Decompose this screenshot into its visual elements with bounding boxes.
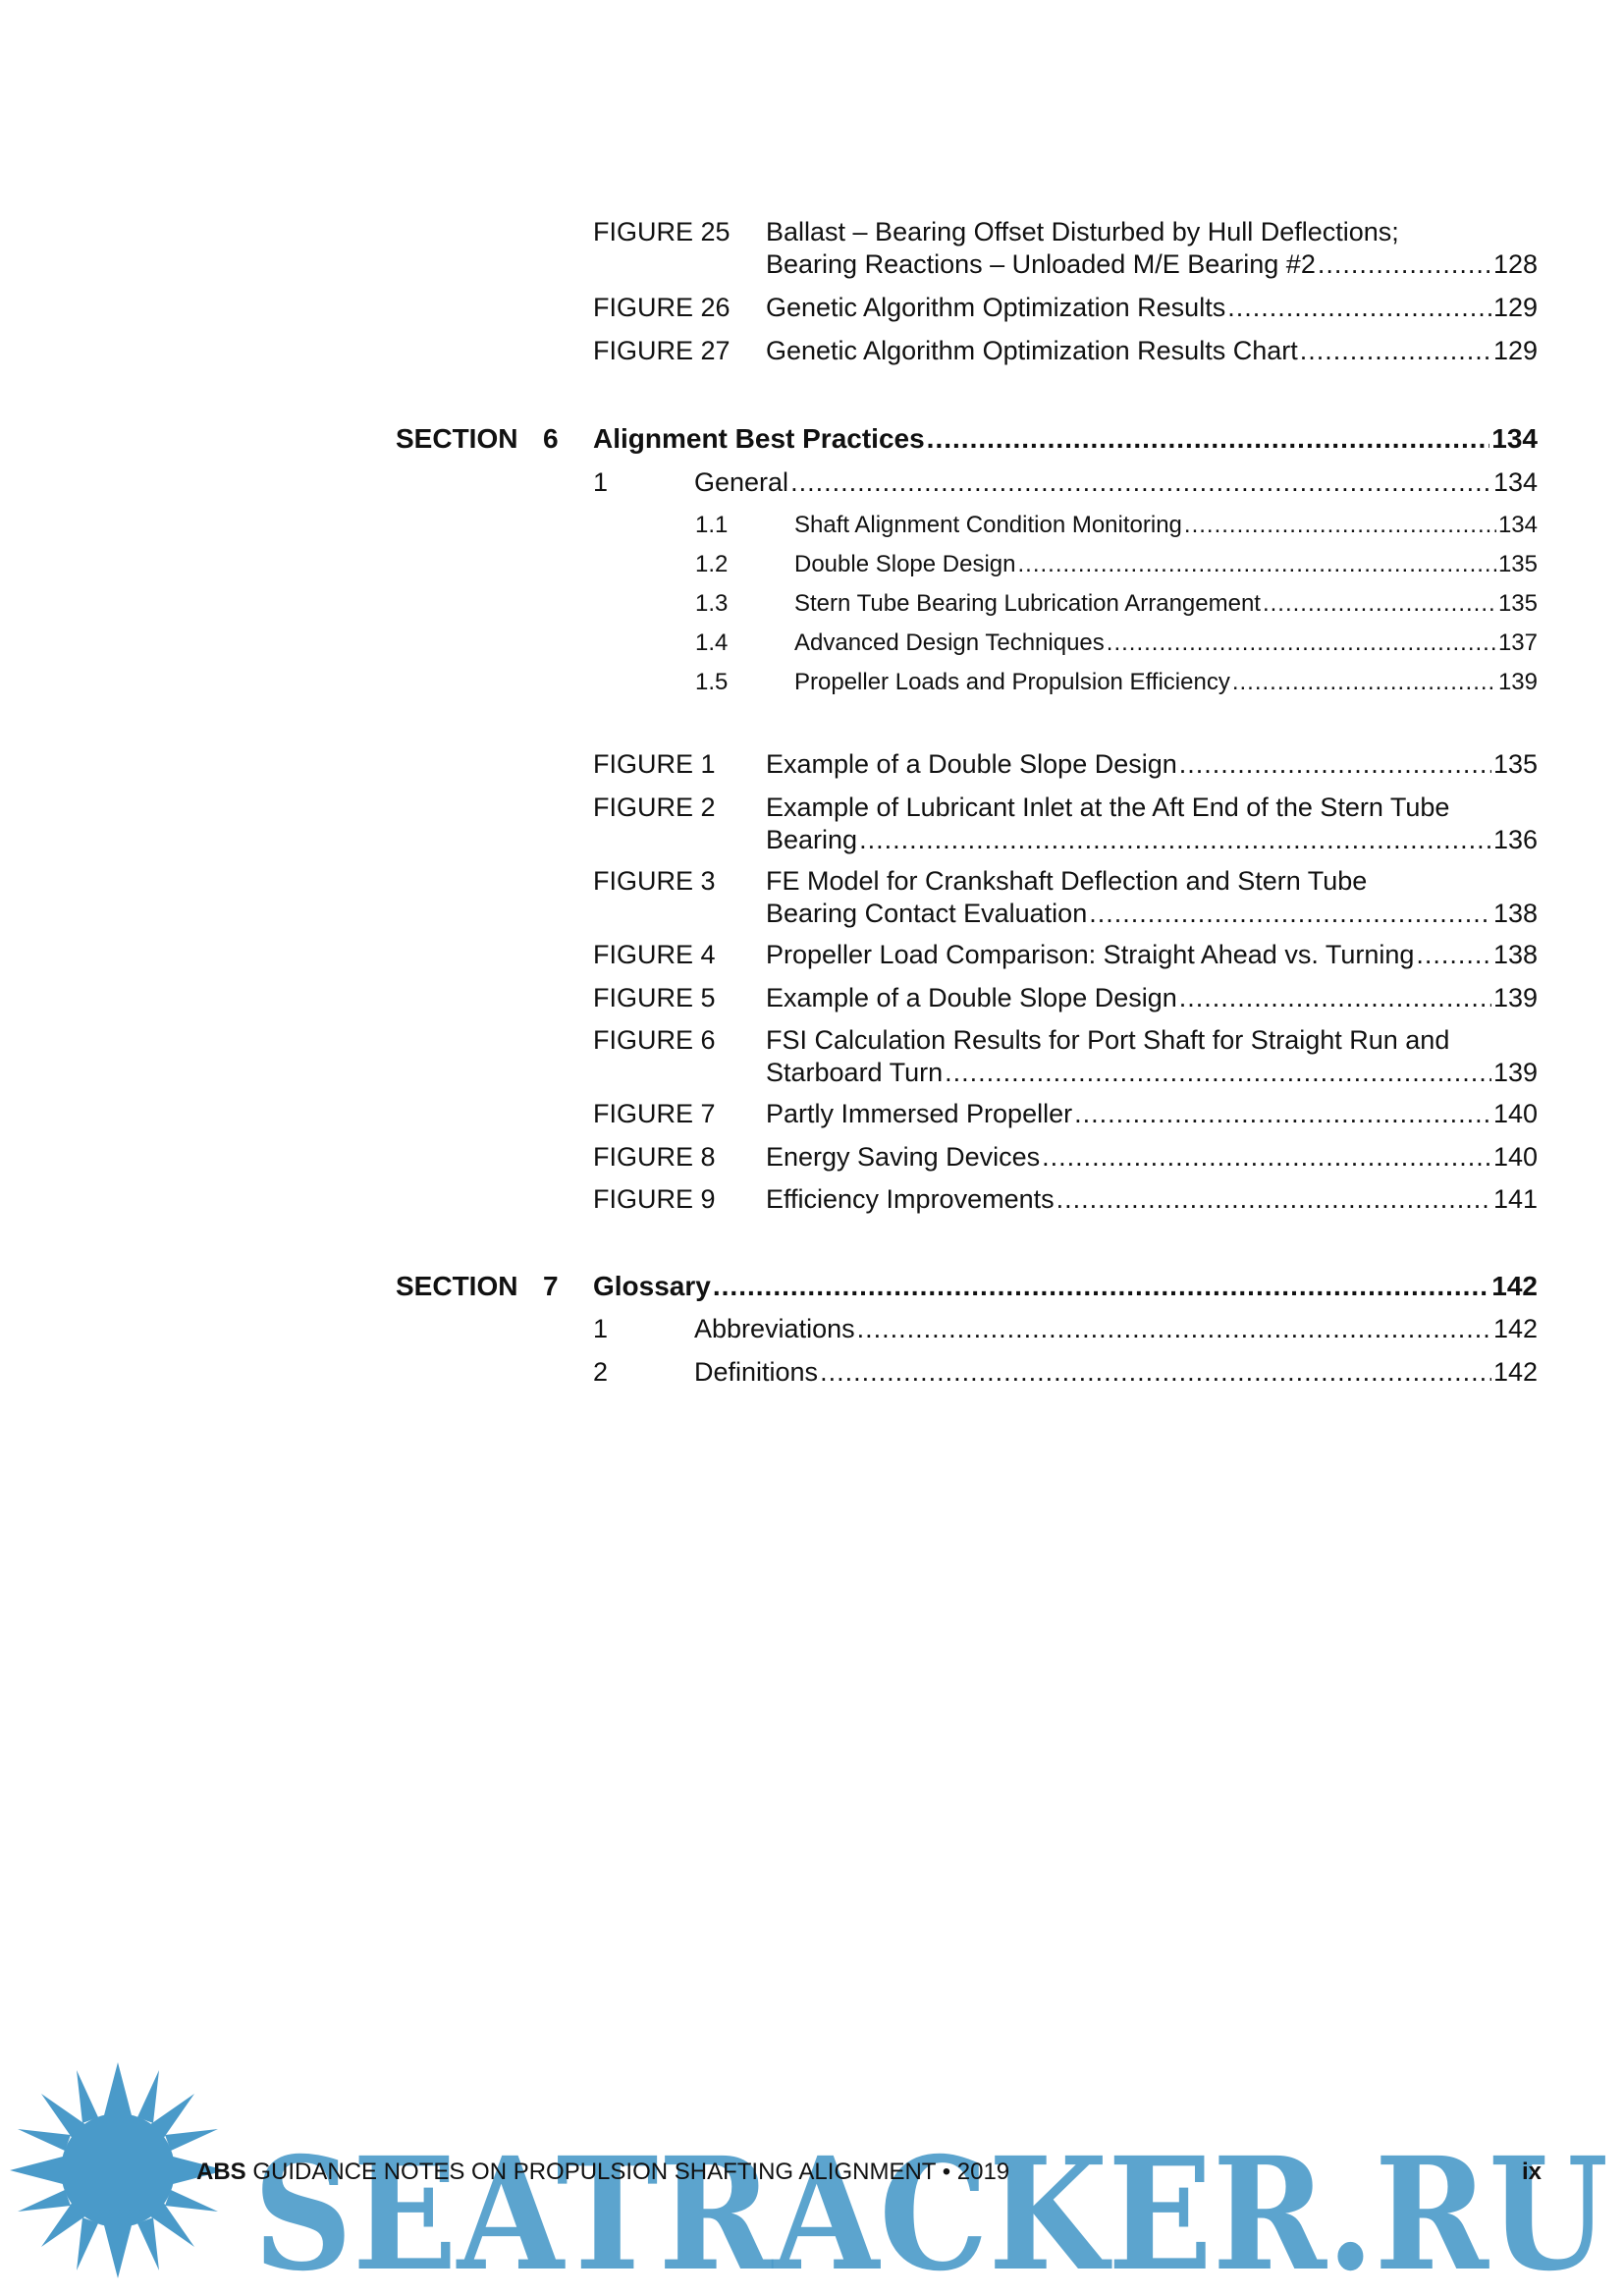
page-number: 142: [1491, 1271, 1538, 1301]
subitem-title: Double Slope Design: [794, 551, 1016, 577]
dot-leader: [1089, 898, 1491, 930]
dot-leader: [927, 422, 1490, 455]
dot-leader: [1074, 1098, 1491, 1130]
figure-label: FIGURE 9: [593, 1184, 716, 1214]
toc-figure-entry: [593, 216, 1538, 285]
footer-year: 2019: [956, 2159, 1010, 2185]
item-number: 1: [593, 1314, 609, 1343]
page-number: 129: [1492, 336, 1538, 365]
page-number: 139: [1492, 983, 1538, 1012]
figure-title-line1: FE Model for Crankshaft Deflection and Stern Tube: [766, 866, 1368, 896]
page-number: 135: [1492, 749, 1538, 779]
figure-label: FIGURE 7: [593, 1099, 716, 1128]
section-number: 6: [543, 423, 559, 454]
footer-bullet: •: [942, 2159, 951, 2185]
page-number: 134: [1497, 512, 1538, 538]
subitem-number: 1.1: [695, 512, 729, 538]
dot-leader: [1300, 335, 1491, 367]
dot-leader: [1232, 666, 1496, 698]
figure-title: Genetic Algorithm Optimization Results: [766, 293, 1226, 322]
figure-label: FIGURE 26: [593, 293, 731, 322]
figure-title-line1: Ballast – Bearing Offset Disturbed by Hull Deflections;: [766, 217, 1399, 246]
section-title: Alignment Best Practices: [593, 423, 925, 454]
page-number: 140: [1492, 1142, 1538, 1172]
figure-title: Efficiency Improvements: [766, 1184, 1055, 1214]
dot-leader: [820, 1356, 1491, 1389]
item-title: Definitions: [694, 1357, 819, 1387]
watermark-text: SEATRACKER.RU: [253, 2124, 1608, 2296]
figure-title: Partly Immersed Propeller: [766, 1099, 1073, 1128]
subitem-number: 1.4: [695, 629, 729, 656]
subitem-number: 1.3: [695, 590, 729, 617]
subitem-title: Shaft Alignment Condition Monitoring: [794, 512, 1182, 538]
figure-label: FIGURE 6: [593, 1025, 716, 1055]
section-title: Glossary: [593, 1271, 711, 1301]
subitem-number: 1.2: [695, 551, 729, 577]
page-number: 142: [1492, 1314, 1538, 1343]
footer-brand: ABS: [196, 2159, 246, 2185]
figure-label: FIGURE 2: [593, 793, 716, 822]
figure-title: Bearing Contact Evaluation: [766, 899, 1088, 928]
footer-title: GUIDANCE NOTES ON PROPULSION SHAFTING ALIGNMENT: [252, 2159, 937, 2185]
dot-leader: [1017, 548, 1495, 580]
figure-title: Genetic Algorithm Optimization Results Chart: [766, 336, 1298, 365]
page-number: 141: [1492, 1184, 1538, 1214]
dot-leader: [1042, 1141, 1491, 1174]
dot-leader: [1179, 748, 1491, 781]
figure-title: Energy Saving Devices: [766, 1142, 1041, 1172]
page-number: 128: [1492, 249, 1538, 279]
subitem-title: Advanced Design Techniques: [794, 629, 1105, 656]
dot-leader: [790, 466, 1491, 499]
page-number: 142: [1492, 1357, 1538, 1387]
figure-title: Starboard Turn: [766, 1058, 944, 1087]
figure-title: Example of a Double Slope Design: [766, 983, 1177, 1012]
figure-title: Propeller Load Comparison: Straight Ahead vs. Turning: [766, 940, 1415, 969]
dot-leader: [1056, 1183, 1491, 1216]
figure-label: FIGURE 1: [593, 749, 716, 779]
figure-label: FIGURE 8: [593, 1142, 716, 1172]
item-number: 2: [593, 1357, 609, 1387]
section-number: 7: [543, 1271, 559, 1301]
item-number: 1: [593, 467, 609, 497]
page-footer: [196, 2159, 1542, 2198]
dot-leader: [1263, 587, 1496, 620]
page-number: 138: [1492, 940, 1538, 969]
dot-leader: [857, 1313, 1491, 1345]
subitem-number: 1.5: [695, 669, 729, 695]
figure-label: FIGURE 25: [593, 217, 731, 246]
page-number: 138: [1492, 899, 1538, 928]
page-number: 135: [1497, 590, 1538, 617]
figure-label: FIGURE 3: [593, 866, 716, 896]
page-number: 139: [1492, 1058, 1538, 1087]
figure-title-line1: Example of Lubricant Inlet at the Aft End of the Stern Tube: [766, 793, 1450, 822]
page-number: 139: [1497, 669, 1538, 695]
section-label: SECTION: [396, 423, 518, 454]
page-number: 129: [1492, 293, 1538, 322]
footer-page-number: ix: [1521, 2159, 1542, 2185]
dot-leader: [1227, 292, 1491, 324]
page-number: 136: [1492, 825, 1538, 854]
page-number: 134: [1491, 423, 1538, 454]
page-number: 134: [1492, 467, 1538, 497]
page-number: 137: [1497, 629, 1538, 656]
dot-leader: [713, 1270, 1489, 1302]
sunburst-icon: [10, 2062, 226, 2278]
dot-leader: [1179, 982, 1491, 1014]
dot-leader: [1107, 627, 1496, 659]
section-label: SECTION: [396, 1271, 518, 1301]
subitem-title: Stern Tube Bearing Lubrication Arrangement: [794, 590, 1261, 617]
dot-leader: [945, 1057, 1491, 1089]
dot-leader: [859, 824, 1491, 856]
subitem-title: Propeller Loads and Propulsion Efficiency: [794, 669, 1230, 695]
dot-leader: [1416, 939, 1491, 971]
figure-label: FIGURE 4: [593, 940, 716, 969]
item-title: Abbreviations: [694, 1314, 855, 1343]
figure-label: FIGURE 27: [593, 336, 731, 365]
figure-title: Bearing: [766, 825, 858, 854]
dot-leader: [1318, 248, 1491, 281]
figure-label: FIGURE 5: [593, 983, 716, 1012]
figure-title: Bearing Reactions – Unloaded M/E Bearing #2: [766, 249, 1316, 279]
dot-leader: [1184, 509, 1496, 541]
page-number: 140: [1492, 1099, 1538, 1128]
item-title: General: [694, 467, 789, 497]
figure-title: Example of a Double Slope Design: [766, 749, 1177, 779]
figure-title-line1: FSI Calculation Results for Port Shaft for Straight Run and: [766, 1025, 1450, 1055]
page-number: 135: [1497, 551, 1538, 577]
